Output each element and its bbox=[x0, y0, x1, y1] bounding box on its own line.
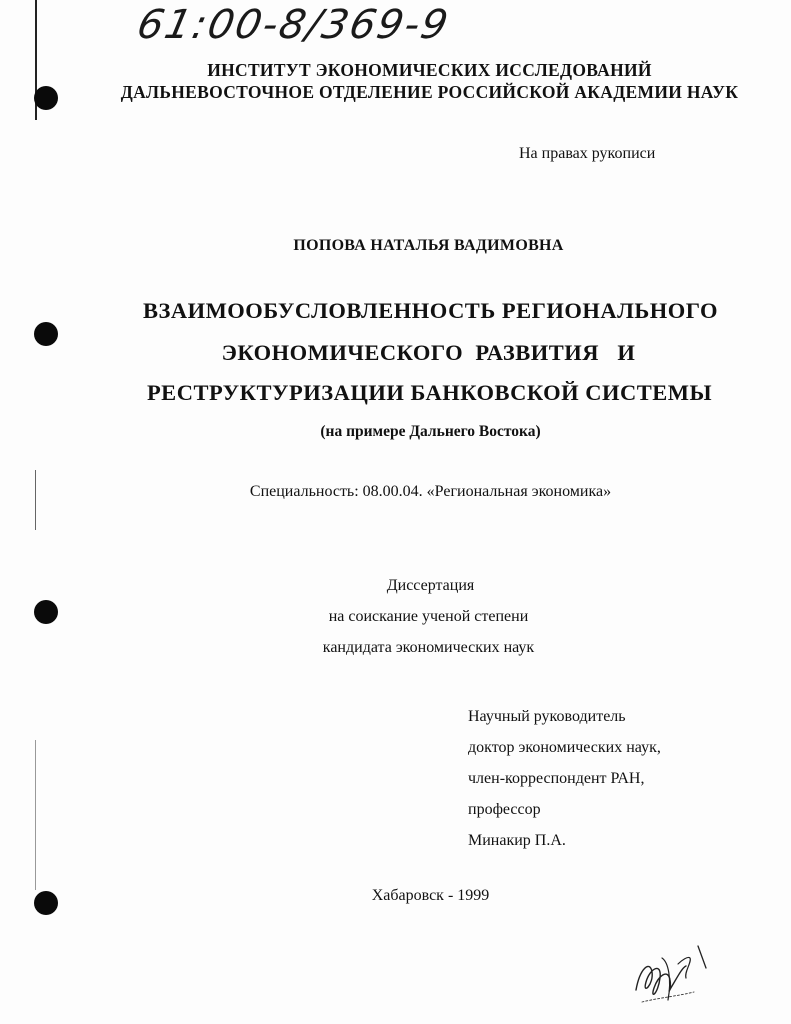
supervisor-role: Научный руководитель bbox=[468, 708, 626, 725]
supervisor-title: профессор bbox=[468, 801, 541, 818]
supervisor-degree: доктор экономических наук, bbox=[468, 739, 661, 756]
handwritten-signature-icon bbox=[628, 938, 718, 1008]
document-type: Диссертация bbox=[386, 577, 475, 594]
dissertation-title-line-1: ВЗАИМООБУСЛОВЛЕННОСТЬ РЕГИОНАЛЬНОГО bbox=[142, 298, 719, 323]
degree-purpose: на соискание ученой степени bbox=[328, 608, 529, 625]
supervisor-block bbox=[468, 701, 661, 856]
scan-edge-line bbox=[35, 740, 36, 890]
city-and-year: Хабаровск - 1999 bbox=[371, 887, 490, 904]
author-name: ПОПОВА НАТАЛЬЯ ВАДИМОВНА bbox=[293, 237, 564, 254]
supervisor-name: Минакир П.А. bbox=[468, 832, 566, 849]
handwritten-archive-number: 61:00-8/369-9 bbox=[133, 2, 454, 48]
dissertation-title-line-3: РЕСТРУКТУРИЗАЦИИ БАНКОВСКОЙ СИСТЕМЫ bbox=[146, 380, 713, 405]
institute-name: ИНСТИТУТ ЭКОНОМИЧЕСКИХ ИССЛЕДОВАНИЙ bbox=[207, 60, 652, 80]
degree-name: кандидата экономических наук bbox=[322, 639, 535, 656]
academy-branch-name: ДАЛЬНЕВОСТОЧНОЕ ОТДЕЛЕНИЕ РОССИЙСКОЙ АКАДЕМИИ НАУК bbox=[120, 82, 739, 102]
supervisor-membership: член-корреспондент РАН, bbox=[468, 770, 645, 787]
dissertation-subtitle: (на примере Дальнего Востока) bbox=[320, 423, 541, 440]
manuscript-rights-note: На правах рукописи bbox=[519, 145, 656, 162]
specialty-code: Специальность: 08.00.04. «Региональная экономика» bbox=[249, 483, 612, 500]
dissertation-title-line-2: ЭКОНОМИЧЕСКОГО РАЗВИТИЯ И bbox=[221, 340, 636, 365]
